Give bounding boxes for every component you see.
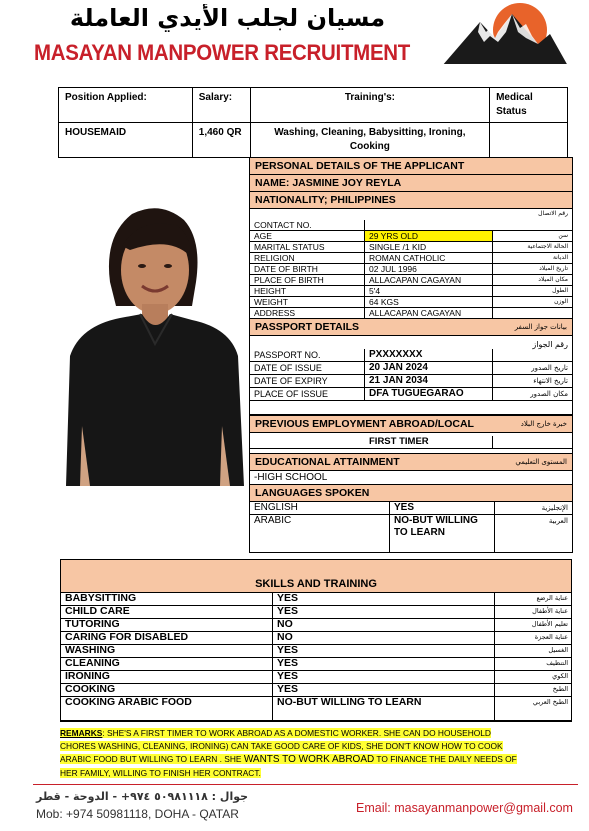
passport-label-ar: تاريخ الانتهاء	[533, 377, 568, 385]
trainings-value: Washing, Cleaning, Babysitting, Ironing, Cooking	[250, 123, 489, 158]
skill-row	[61, 658, 571, 671]
skill-row	[61, 697, 571, 721]
detail-value: SINGLE /1 KID	[365, 242, 493, 252]
passport-label-ar: تاريخ الصدور	[531, 364, 568, 372]
passport-label-ar: رقم الجواز	[532, 340, 568, 349]
position-header: Position Applied:	[59, 88, 193, 123]
skill-row	[61, 645, 571, 658]
skill-value: NO	[273, 619, 495, 631]
detail-label-ar: الطول	[552, 287, 568, 294]
skill-label: TUTORING	[61, 619, 273, 631]
passport-label: PLACE OF ISSUE	[250, 388, 365, 400]
skill-label-ar: عناية الرضع	[536, 594, 568, 602]
skill-label-ar: الغسيل	[548, 646, 568, 654]
detail-label: CONTACT NO.	[250, 220, 365, 230]
detail-value: 02 JUL 1996	[365, 264, 493, 274]
skill-label: BABYSITTING	[61, 593, 273, 605]
language-label-ar: الإنجليزية	[541, 504, 568, 512]
employment-title-text: PREVIOUS EMPLOYMENT ABROAD/LOCAL	[255, 418, 474, 430]
skill-row	[61, 632, 571, 645]
skill-label: CLEANING	[61, 658, 273, 670]
detail-row	[250, 209, 572, 231]
footer-divider	[33, 784, 578, 785]
education-value: -HIGH SCHOOL	[250, 471, 572, 485]
detail-label-ar: تاريخ الميلاد	[539, 265, 568, 272]
passport-row	[250, 375, 572, 388]
passport-label: DATE OF EXPIRY	[250, 375, 365, 387]
skill-row	[61, 606, 571, 619]
personal-details-title: PERSONAL DETAILS OF THE APPLICANT	[250, 158, 572, 175]
skill-value: YES	[273, 645, 495, 657]
skill-row	[61, 671, 571, 684]
company-arabic-name: مسيان لجلب الأيدي العاملة	[69, 4, 386, 32]
skill-value: NO	[273, 632, 495, 644]
skill-label: WASHING	[61, 645, 273, 657]
medical-status-value	[490, 123, 568, 158]
remarks	[60, 727, 520, 780]
detail-label-ar	[493, 308, 572, 318]
skills-table	[60, 559, 572, 722]
mountain-logo-icon	[440, 2, 570, 68]
education-title	[250, 453, 572, 471]
footer-email: Email: masayanmanpower@gmail.com	[356, 801, 573, 815]
skill-label-ar: الطبخ العربي	[532, 698, 568, 706]
detail-row	[250, 253, 572, 264]
passport-title-text: PASSPORT DETAILS	[255, 321, 360, 333]
education-title-text: EDUCATIONAL ATTAINMENT	[255, 456, 400, 468]
passport-label: DATE OF ISSUE	[250, 362, 365, 374]
passport-value: 20 JAN 2024	[365, 362, 493, 374]
detail-row	[250, 275, 572, 286]
skill-value: YES	[273, 671, 495, 683]
passport-row	[250, 388, 572, 401]
applicant-nationality: NATIONALITY; PHILIPPINES	[250, 192, 572, 209]
skill-label-ar: الكوي	[552, 672, 568, 680]
language-value: YES	[390, 502, 495, 514]
detail-label: RELIGION	[250, 253, 365, 263]
applicant-details	[249, 157, 573, 553]
detail-label-ar: رقم الاتصال	[538, 210, 568, 217]
skill-value: YES	[273, 606, 495, 618]
skill-label: CHILD CARE	[61, 606, 273, 618]
remarks-text-end: TO FINANCE THE DAILY NEEDS OF HER FAMILY, WILLING TO FINISH HER CONTRACT.	[60, 754, 517, 778]
skill-label-ar: عناية العجزة	[534, 633, 568, 641]
passport-row	[250, 362, 572, 375]
passport-label-ar: مكان الصدور	[530, 390, 568, 398]
skill-label: COOKING	[61, 684, 273, 696]
detail-value: 64 KGS	[365, 297, 493, 307]
footer-mobile: Mob: +974 50981118, DOHA - QATAR	[36, 807, 239, 821]
passport-row	[250, 336, 572, 362]
language-label: ARABIC	[250, 515, 390, 552]
remarks-text: : SHE'S A FIRST TIMER TO WORK ABROAD AS A DOMESTIC WORKER. SHE CAN DO HOUSEHOLD CHORES WASHING, CLEANING, IRONING) CAN TAKE GOOD CARE OF KIDS, SHE DON'T KNOW HOW TO COOK ARABIC FOOD BUT WILLING TO LEARN . SHE	[60, 728, 503, 765]
detail-row	[250, 264, 572, 275]
detail-label: PLACE OF BIRTH	[250, 275, 365, 285]
detail-label: WEIGHT	[250, 297, 365, 307]
remarks-emphasis: WANTS TO WORK ABROAD	[243, 754, 375, 766]
skill-label: IRONING	[61, 671, 273, 683]
detail-row	[250, 231, 572, 242]
salary-value: 1,460 QR	[192, 123, 250, 158]
passport-value: PXXXXXXX	[365, 349, 493, 361]
detail-value: ROMAN CATHOLIC	[365, 253, 493, 263]
employment-title	[250, 415, 572, 433]
position-value: HOUSEMAID	[59, 123, 193, 158]
detail-label: DATE OF BIRTH	[250, 264, 365, 274]
employment-value: FIRST TIMER	[365, 436, 493, 448]
detail-label: ADDRESS	[250, 308, 365, 318]
skill-label-ar: عناية الأطفال	[532, 607, 568, 615]
medical-status-header: Medical Status	[490, 88, 568, 123]
language-label: ENGLISH	[250, 502, 390, 514]
detail-label-ar: الحالة الاجتماعية	[527, 243, 568, 250]
employment-row	[250, 433, 572, 449]
detail-value: 5'4	[365, 286, 493, 296]
passport-value: DFA TUGUEGARAO	[365, 388, 493, 400]
language-label-ar: العربية	[548, 517, 568, 525]
skill-label-ar: تعليم الأطفال	[531, 620, 568, 628]
trainings-header: Training's:	[250, 88, 489, 123]
detail-label-ar: مكان الميلاد	[538, 276, 568, 283]
languages-title: LANGUAGES SPOKEN	[250, 485, 572, 502]
language-value: NO-BUT WILLING TO LEARN	[390, 515, 495, 552]
passport-details-title	[250, 319, 572, 336]
detail-label: HEIGHT	[250, 286, 365, 296]
skill-value: YES	[273, 593, 495, 605]
skill-value: YES	[273, 658, 495, 670]
detail-value: 29 YRS OLD	[365, 231, 493, 241]
skill-label-ar: الطبخ	[552, 685, 568, 693]
remarks-label: REMARKS	[60, 728, 103, 738]
passport-title-ar: بيانات جواز السفر	[514, 323, 567, 331]
detail-row	[250, 308, 572, 319]
company-english-name: MASAYAN MANPOWER RECRUITMENT	[34, 40, 411, 65]
detail-row	[250, 242, 572, 253]
skills-title: SKILLS AND TRAINING	[61, 560, 571, 593]
detail-row	[250, 297, 572, 308]
skill-row	[61, 593, 571, 606]
spacer-row	[250, 401, 572, 415]
skill-label: CARING FOR DISABLED	[61, 632, 273, 644]
applicant-name: NAME: JASMINE JOY REYLA	[250, 175, 572, 192]
language-row	[250, 515, 572, 552]
skill-value: NO-BUT WILLING TO LEARN	[273, 697, 495, 720]
passport-value: 21 JAN 2034	[365, 375, 493, 387]
position-table	[58, 87, 568, 158]
footer-arabic-contact: جوال : ٥٠٩٨١١١٨ ٩٧٤+ - الدوحة - قطر	[36, 790, 249, 803]
skill-value: YES	[273, 684, 495, 696]
salary-header: Salary:	[192, 88, 250, 123]
skill-label-ar: التنظيف	[546, 659, 568, 667]
detail-label-ar: الوزن	[554, 298, 568, 305]
detail-row	[250, 286, 572, 297]
skill-label: COOKING ARABIC FOOD	[61, 697, 273, 720]
detail-label-ar: الديانة	[552, 254, 568, 261]
employment-title-ar: خبرة خارج البلاد	[520, 420, 567, 428]
detail-label: AGE	[250, 231, 365, 241]
language-row	[250, 502, 572, 515]
education-title-ar: المستوى التعليمي	[515, 458, 567, 466]
detail-value: ALLACAPAN CAGAYAN	[365, 275, 493, 285]
detail-value: ALLACAPAN CAGAYAN	[365, 308, 493, 318]
passport-label: PASSPORT NO.	[250, 349, 365, 361]
applicant-photo	[60, 186, 244, 486]
detail-label: MARITAL STATUS	[250, 242, 365, 252]
detail-label-ar: سن	[558, 232, 568, 239]
